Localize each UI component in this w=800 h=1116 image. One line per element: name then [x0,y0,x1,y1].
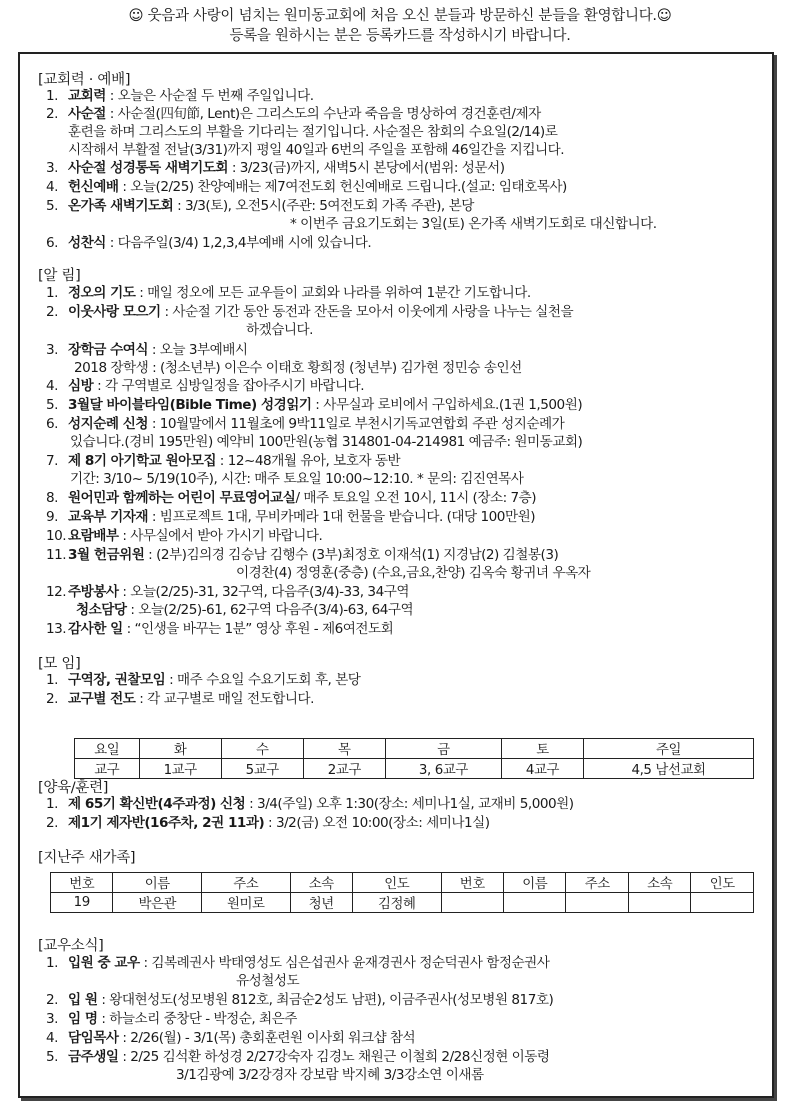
table-header: 인도 [353,873,442,893]
birthday-continuation: 3/1김광예 3/2강경자 강보람 박지혜 3/3강소연 이새롬 [176,1067,484,1083]
notice-item-4: 4. 심방 : 각 구역별로 심방일정을 잡아주시기 바랍니다. [46,378,365,394]
worship-item-6: 6. 성찬식 : 다음주일(3/4) 1,2,3,4부예배 시에 있습니다. [46,235,372,251]
section-title-member-news: [교우소식] [38,938,104,954]
hospitalized-continuation: 유성철성도 [236,973,300,989]
table-cell: 박은관 [113,893,202,913]
table-header: 요일 [75,739,140,759]
welcome-line: ☺ 웃음과 사랑이 넘치는 원미동교회에 처음 오신 분들과 방문하신 분들을 환영합니다.☺ [128,8,672,24]
table-cell: 1교구 [139,759,221,779]
cleaning-duty: 청소담당 : 오늘(2/25)-61, 62구역 다음주(3/4)-63, 64구역 [76,602,414,618]
section-title-notices: [알 림] [38,268,81,284]
section-title-worship: [교회력 · 예배] [38,72,131,88]
notice-item-1: 1. 정오의 기도 : 매일 정오에 모든 교우들이 교회와 나라를 위하여 1분간 기도합니다. [46,285,531,301]
member-item-1: 1. 입원 중 교우 : 김복례권사 박태영성도 심은섭권사 윤재경권사 정순덕권사 함정순권사 [46,955,550,971]
worship-item-2: 2. 사순절 : 사순절(四旬節, Lent)은 그리스도의 수난과 죽음을 명상하여 경건훈련/제자 [46,106,541,122]
notice-item-5: 5. 3월달 바이블타임(Bible Time) 성경읽기 : 사무실과 로비에서 구입하세요.(1권 1,500원) [46,397,583,413]
table-cell: 4,5 남선교회 [584,759,754,779]
evangelism-schedule-table [74,738,754,779]
section-title-meetings: [모 임] [38,656,81,672]
table-cell [628,893,690,913]
table-cell: 3, 6교구 [385,759,501,779]
table-cell: 5교구 [221,759,303,779]
table-cell [566,893,628,913]
notice-item-8: 8. 원어민과 함께하는 어린이 무료영어교실/ 매주 토요일 오전 10시, 11시 (장소: 7층) [46,490,537,506]
notice-item-3: 3. 장학금 수여식 : 오늘 3부예배시 [46,342,248,358]
table-cell: 4교구 [501,759,583,779]
registration-line: 등록을 원하시는 분은 등록카드를 작성하시기 바랍니다. [229,28,571,44]
table-header: 주소 [202,873,291,893]
family-prayer-note: * 이번주 금요기도회는 3일(토) 온가족 새벽기도회로 대신합니다. [290,216,657,232]
table-header: 소속 [290,873,352,893]
worship-item-4: 4. 헌신예배 : 오늘(2/25) 찬양예배는 제7여전도회 헌신예배로 드립니다.(설교: 임태호목사) [46,179,567,195]
table-header: 목 [303,739,385,759]
table-header-row [75,739,754,759]
training-item-1: 1. 제 65기 확신반(4주과정) 신청 : 3/4(주일) 오후 1:30(장소: 세미나1실, 교재비 5,000원) [46,796,574,812]
notice-item-6: 6. 성지순례 신청 : 10월말에서 11월초에 9박11일로 부천시기독교연합회 주관 성지순례가 [46,416,565,432]
neighbor-love-continuation: 하겠습니다. [246,322,313,338]
table-header: 이름 [113,873,202,893]
table-cell [504,893,566,913]
table-header: 수 [221,739,303,759]
baby-school-continuation: 기간: 3/10~ 5/19(10주), 시간: 매주 토요일 10:00~12:10. * 문의: 김진연목사 [70,471,524,487]
section-title-training: [양육/훈련] [38,780,109,796]
table-header: 이름 [504,873,566,893]
welcome-header [0,6,800,46]
table-header: 소속 [628,873,690,893]
table-header: 번호 [441,873,503,893]
table-cell: 김정혜 [353,893,442,913]
notice-item-7: 7. 제 8기 아기학교 원아모집 : 12~48개월 유아, 보호자 동반 [46,453,401,469]
table-row [75,759,754,779]
table-cell: 청년 [290,893,352,913]
member-item-3: 3. 임 명 : 하늘소리 중창단 - 박정순, 최은주 [46,1011,297,1027]
meeting-item-1: 1. 구역장, 권찰모임 : 매주 수요일 수요기도회 후, 본당 [46,672,361,688]
notice-item-11: 11. 3월 헌금위원 : (2부)김의경 김승남 김행수 (3부)최정호 이재석(1) 지경남(2) 김철봉(3) [46,547,559,563]
notice-item-2: 2. 이웃사랑 모으기 : 사순절 기간 동안 동전과 잔돈을 모아서 이웃에게 사랑을 나누는 실천을 [46,304,574,320]
notice-item-10: 10. 요람배부 : 사무실에서 받아 가시기 바랍니다. [46,528,323,544]
meeting-item-2: 2. 교구별 전도 : 각 교구별로 매일 전도합니다. [46,691,314,707]
offering-committee-continuation: 이경찬(4) 정영훈(중층) (수요,금요,찬양) 김옥숙 황귀녀 우옥자 [236,565,591,581]
table-cell: 원미로 [202,893,291,913]
worship-item-5: 5. 온가족 새벽기도회 : 3/3(토), 오전5시(주관: 5여전도회 가족 주관), 본당 [46,198,474,214]
notice-item-13: 13. 감사한 일 : “인생을 바꾸는 1분” 영상 후원 - 제6여전도회 [46,621,394,637]
lent-continuation-1: 훈련을 하며 그리스도의 부활을 기다리는 절기입니다. 사순절은 참회의 수요일(2/14)로 [68,124,558,140]
member-item-2: 2. 입 원 : 왕대현성도(성모병원 812호, 최금순2성도 남편), 이금주권사(성모병원 817호) [46,992,554,1008]
member-item-4: 4. 담임목사 : 2/26(월) - 3/1(목) 총회훈련원 이사회 워크샵 참석 [46,1030,416,1046]
table-cell: 19 [51,893,113,913]
table-header: 토 [501,739,583,759]
table-cell [691,893,754,913]
notice-item-12: 12. 주방봉사 : 오늘(2/25)-31, 32구역, 다음주(3/4)-33, 34구역 [46,584,409,600]
table-header: 주일 [584,739,754,759]
training-item-2: 2. 제1기 제자반(16주차, 2권 11과) : 3/2(금) 오전 10:00(장소: 세미나1실) [46,815,490,831]
table-header: 화 [139,739,221,759]
table-cell: 2교구 [303,759,385,779]
member-item-5: 5. 금주생일 : 2/25 김석환 하성경 2/27강숙자 김경노 채원근 이철희 2/28신정현 이동령 [46,1049,550,1065]
table-header: 번호 [51,873,113,893]
section-title-new-family: [지난주 새가족] [38,850,136,866]
table-header-row [51,873,754,893]
table-header: 주소 [566,873,628,893]
table-cell [441,893,503,913]
scholarship-recipients: 2018 장학생 : (청소년부) 이은수 이태호 황희정 (청년부) 김가현 정민승 송인선 [74,360,522,376]
table-row [51,893,754,913]
new-family-table [50,872,754,913]
table-cell: 교구 [75,759,140,779]
lent-continuation-2: 시작해서 부활절 전날(3/31)까지 평일 40일과 6번의 주일을 포함해 46일간을 지킵니다. [68,142,565,158]
table-header: 금 [385,739,501,759]
table-header: 인도 [691,873,754,893]
notice-item-9: 9. 교육부 기자재 : 빔프로젝트 1대, 무비카메라 1대 헌물을 받습니다. (대당 100만원) [46,509,536,525]
pilgrimage-continuation: 있습니다.(경비 195만원) 예약비 100만원(농협 314801-04-214981 예금주: 원미동교회) [70,434,583,450]
worship-item-1: 1. 교회력 : 오늘은 사순절 두 번째 주일입니다. [46,88,314,104]
worship-item-3: 3. 사순절 성경통독 새벽기도회 : 3/23(금)까지, 새벽5시 본당에서(범위: 성문서) [46,160,505,176]
